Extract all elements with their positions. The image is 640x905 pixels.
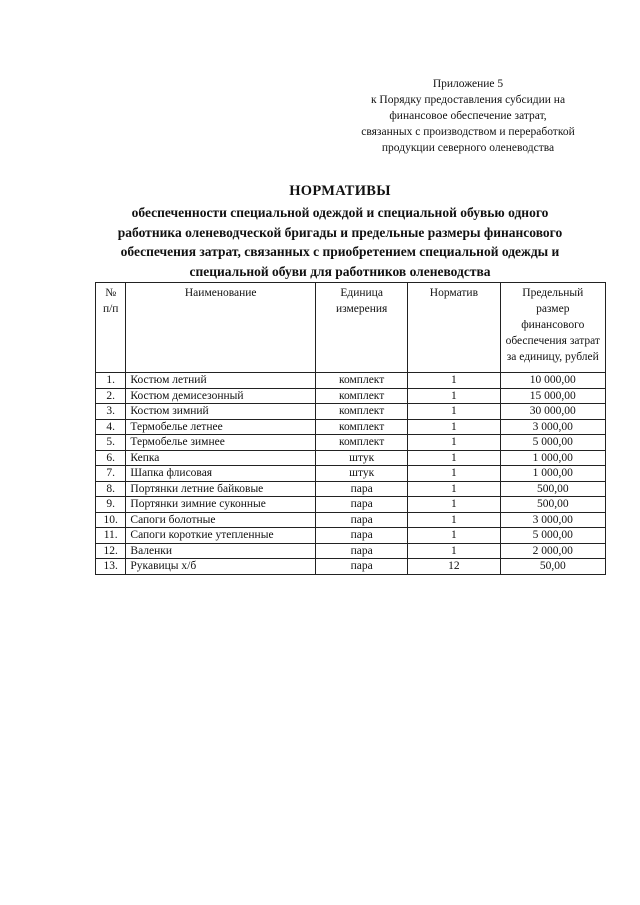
- item-max-cost: 3 000,00: [500, 419, 605, 435]
- item-name: Кепка: [126, 450, 316, 466]
- item-unit: штук: [316, 450, 408, 466]
- row-number: 6.: [96, 450, 126, 466]
- item-max-cost: 3 000,00: [500, 512, 605, 528]
- row-number: 9.: [96, 497, 126, 513]
- item-norm: 1: [408, 466, 500, 482]
- header-norm: Норматив: [408, 283, 500, 373]
- item-norm: 1: [408, 435, 500, 451]
- item-norm: 1: [408, 512, 500, 528]
- appendix-line: связанных с производством и переработкой: [361, 126, 575, 138]
- item-unit: штук: [316, 466, 408, 482]
- subtitle-line: специальной обуви для работников оленеводства: [189, 263, 491, 279]
- item-max-cost: 50,00: [500, 559, 605, 575]
- item-unit: комплект: [316, 419, 408, 435]
- table-row: [96, 404, 606, 420]
- table-row: [96, 559, 606, 575]
- item-max-cost: 500,00: [500, 497, 605, 513]
- table-row: [96, 497, 606, 513]
- document-title: НОРМАТИВЫ: [289, 183, 391, 199]
- item-name: Костюм летний: [126, 373, 316, 389]
- item-norm: 12: [408, 559, 500, 575]
- item-max-cost: 5 000,00: [500, 435, 605, 451]
- subtitle-line: обеспечения затрат, связанных с приобретением специальной одежды и: [120, 244, 560, 259]
- row-number: 12.: [96, 543, 126, 559]
- item-name: Портянки зимние суконные: [126, 497, 316, 513]
- item-max-cost: 1 000,00: [500, 466, 605, 482]
- appendix-line: к Порядку предоставления субсидии на: [370, 94, 566, 106]
- item-name: Сапоги короткие утепленные: [126, 528, 316, 544]
- table-row: [96, 543, 606, 559]
- item-norm: 1: [408, 543, 500, 559]
- table-row: [96, 419, 606, 435]
- subtitle-line: обеспеченности специальной одеждой и специальной обувью одного: [131, 205, 549, 220]
- item-max-cost: 500,00: [500, 481, 605, 497]
- item-unit: пара: [316, 559, 408, 575]
- item-unit: комплект: [316, 435, 408, 451]
- item-norm: 1: [408, 388, 500, 404]
- item-norm: 1: [408, 373, 500, 389]
- row-number: 10.: [96, 512, 126, 528]
- table-row: [96, 528, 606, 544]
- item-name: Портянки летние байковые: [126, 481, 316, 497]
- document-subtitle: [70, 203, 610, 281]
- norms-table: [95, 282, 606, 575]
- item-unit: комплект: [316, 404, 408, 420]
- item-norm: 1: [408, 528, 500, 544]
- subtitle-line: работника оленеводческой бригады и предельные размеры финансового: [117, 224, 563, 240]
- table-row: [96, 512, 606, 528]
- table-row: [96, 435, 606, 451]
- header-size: Предельный размер финансового обеспечения затрат за единицу, рублей: [500, 283, 605, 373]
- table-body: [96, 373, 606, 575]
- item-unit: комплект: [316, 373, 408, 389]
- item-norm: 1: [408, 450, 500, 466]
- appendix-header: [330, 76, 606, 156]
- document-title-block: [70, 183, 610, 281]
- appendix-line: Приложение 5: [432, 78, 504, 90]
- item-norm: 1: [408, 404, 500, 420]
- table-row: [96, 450, 606, 466]
- item-unit: комплект: [316, 388, 408, 404]
- item-name: Термобелье летнее: [126, 419, 316, 435]
- row-number: 2.: [96, 388, 126, 404]
- row-number: 4.: [96, 419, 126, 435]
- row-number: 5.: [96, 435, 126, 451]
- item-max-cost: 10 000,00: [500, 373, 605, 389]
- item-name: Рукавицы х/б: [126, 559, 316, 575]
- item-norm: 1: [408, 497, 500, 513]
- item-unit: пара: [316, 497, 408, 513]
- table-row: [96, 481, 606, 497]
- item-name: Шапка флисовая: [126, 466, 316, 482]
- item-norm: 1: [408, 419, 500, 435]
- item-name: Термобелье зимнее: [126, 435, 316, 451]
- appendix-line: продукции северного оленеводства: [381, 142, 555, 154]
- header-row: [96, 283, 606, 373]
- table-row: [96, 388, 606, 404]
- row-number: 11.: [96, 528, 126, 544]
- item-max-cost: 5 000,00: [500, 528, 605, 544]
- header-name: Наименование: [126, 283, 316, 373]
- row-number: 7.: [96, 466, 126, 482]
- item-max-cost: 2 000,00: [500, 543, 605, 559]
- item-name: Валенки: [126, 543, 316, 559]
- row-number: 1.: [96, 373, 126, 389]
- table-row: [96, 373, 606, 389]
- item-unit: пара: [316, 512, 408, 528]
- appendix-line: финансовое обеспечение затрат,: [389, 110, 547, 122]
- item-name: Костюм демисезонный: [126, 388, 316, 404]
- row-number: 13.: [96, 559, 126, 575]
- item-name: Костюм зимний: [126, 404, 316, 420]
- table-header: [96, 283, 606, 373]
- row-number: 8.: [96, 481, 126, 497]
- item-name: Сапоги болотные: [126, 512, 316, 528]
- item-unit: пара: [316, 543, 408, 559]
- item-unit: пара: [316, 528, 408, 544]
- table-row: [96, 466, 606, 482]
- item-max-cost: 1 000,00: [500, 450, 605, 466]
- row-number: 3.: [96, 404, 126, 420]
- item-norm: 1: [408, 481, 500, 497]
- item-max-cost: 15 000,00: [500, 388, 605, 404]
- header-unit: Единица измерения: [316, 283, 408, 373]
- header-num: № п/п: [96, 283, 126, 373]
- item-max-cost: 30 000,00: [500, 404, 605, 420]
- item-unit: пара: [316, 481, 408, 497]
